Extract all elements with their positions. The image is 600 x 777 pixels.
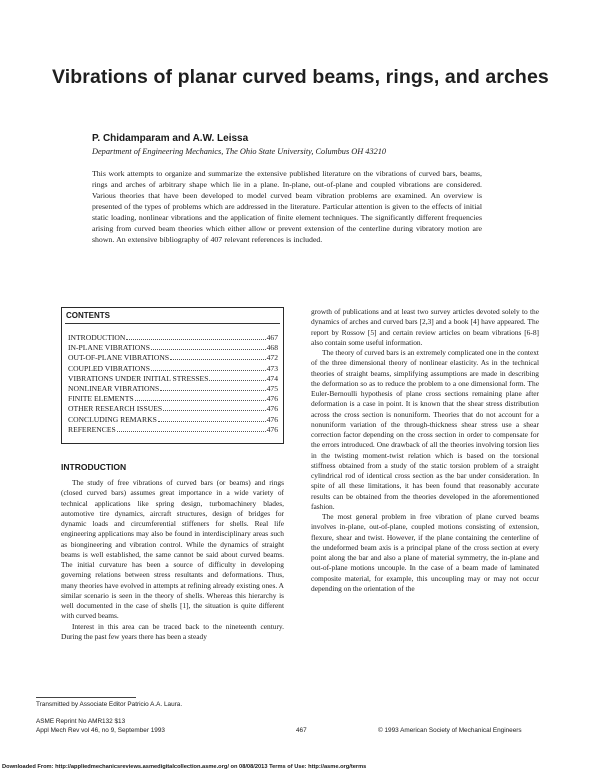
- toc-entry-page: 476: [266, 394, 278, 404]
- toc-entry-page: 473: [266, 363, 278, 373]
- journal-citation: Appl Mech Rev vol 46, no 9, September 1993: [36, 727, 165, 734]
- toc-leader: [126, 333, 265, 340]
- right-column: [311, 307, 539, 594]
- toc-leader: [170, 353, 266, 360]
- contents-divider: [65, 323, 280, 324]
- toc-entry-page: 476: [266, 404, 278, 414]
- toc-entry: [68, 384, 278, 394]
- toc-entry-page: 475: [266, 383, 278, 393]
- toc-entry-label: OUT-OF-PLANE VIBRATIONS: [68, 353, 170, 363]
- body-paragraph: growth of publications and at least two survey articles devoted solely to the dynamics of arches and curved bars [2,3] and a book [4] have appeared. The report by Rossow [5] and certain review articles on beam vibrations [6-8] also contain some useful information.: [311, 307, 539, 347]
- toc-entry-page: 474: [266, 373, 278, 383]
- body-paragraph: The study of free vibrations of curved bars (or beams) and rings (closed curved bars) assumes great importance in a wide variety of technical applications like spring design, turbomachinery blades, automotive tire dynamics, aircraft structures, design of bridges for dynamic loads and circumferential stiffeners for shells. Real life engineering applications may also be found in interdisciplinary areas such as biongineering and vibration control. While the dynamics of straight beams is well established, the same cannot be said about curved beams. The initial curvature has been a source of difficulty in developing governing relations between stress resultants and deformations. Thus, many theories have evolved in attempts at refining already existing ones. A similar scenario is seen in the theory of shells. Whereas this hierarchy is well documented in the case of shells [1], the situation is quite different with curved beams.: [61, 478, 284, 621]
- toc-entry: [68, 343, 278, 353]
- article-authors: P. Chidamparam and A.W. Leissa: [92, 133, 249, 144]
- article-title: Vibrations of planar curved beams, rings, and arches: [52, 66, 549, 88]
- toc-entry: [68, 404, 278, 414]
- toc-entry: [68, 394, 278, 404]
- toc-entry-label: NONLINEAR VIBRATIONS: [68, 383, 160, 393]
- left-column: [61, 478, 284, 642]
- abstract: This work attempts to organize and summarize the extensive published literature on the vibrations of curved bars, beams, rings and arches of arbitrary shape which lie in a plane. In-plane, out-of-plane and coupled vibrations are considered. Various theories that have been developed to model curved beam vibration problems are examined. An overview is presented of the types of problems which are addressed in the literature. Particular attention is given to the effects of initial static loading, nonlinear vibrations and the application of finite element techniques. The significantly different frequencies arising from curved beam theories which either allow or prevent extension of the centerline during vibratory motion are shown. An extensive bibliography of 407 relevant references is included.: [92, 169, 482, 244]
- toc-entry: [68, 374, 278, 384]
- copyright-notice: © 1993 American Society of Mechanical Engineers: [378, 727, 522, 734]
- toc-leader: [151, 343, 266, 350]
- toc-leader: [135, 394, 266, 401]
- introduction-heading: INTRODUCTION: [61, 462, 127, 472]
- toc-leader: [163, 404, 266, 411]
- transmitted-note: Transmitted by Associate Editor Patricio A.A. Laura.: [36, 701, 183, 708]
- footnote-divider: [36, 697, 136, 698]
- author-affiliation: Department of Engineering Mechanics, The Ohio State University, Columbus OH 43210: [92, 147, 387, 156]
- body-paragraph: Interest in this area can be traced back to the nineteenth century. During the past few years there has been a steady: [61, 621, 284, 641]
- toc-entry: [68, 415, 278, 425]
- toc-entry: [68, 425, 278, 435]
- contents-box: [61, 307, 284, 444]
- toc-entry: [68, 353, 278, 363]
- toc-entry-label: FINITE ELEMENTS: [68, 394, 134, 404]
- download-stamp: Downloaded From: http://appliedmechanicsreviews.asmedigitalcollection.asme.org/ on 08/08/2013 Terms of Use: http://asme.org/terms: [2, 764, 367, 770]
- toc-entry-label: OTHER RESEARCH ISSUES: [68, 404, 163, 414]
- toc-list: [68, 333, 278, 435]
- contents-heading: CONTENTS: [66, 311, 110, 320]
- reprint-number: ASME Reprint No AMR132 $13: [36, 718, 126, 725]
- toc-entry-page: 476: [266, 424, 278, 434]
- toc-leader: [117, 425, 266, 432]
- body-paragraph: The theory of curved bars is an extremely complicated one in the context of the three dimensional theory of nonlinear elasticity. As in the technical theories of straight beams, simplifying assumptions are made in describing the deformation so as to reduce the problem to a one dimensional form. The Euler-Bernoulli hypothesis of plane cross sections remaining plane after deformation is a case in point. It is known that the shear stress distribution across the cross section is nonuniform. Theories that do not account for a nonuniform variation of the through-thickness shear stress use a shear correction factor depending on the cross section in order to compensate for the errors introduced. One drawback of all the theories involving torsion lies in the twisting moment-twist relation which is based on the torsional stiffness obtained from a study of the static torsion problem of a straight cylindrical rod of identical cross section as the bar under consideration. In spite of all these limitations, it has been found that reasonably accurate results can be obtained from the theories developed in the aforementioned fashion.: [311, 348, 539, 511]
- toc-entry-label: INTRODUCTION: [68, 333, 126, 342]
- toc-entry-page: 467: [266, 333, 278, 342]
- toc-entry-label: COUPLED VIBRATIONS: [68, 363, 150, 373]
- page-number: 467: [296, 727, 307, 734]
- toc-entry-label: CONCLUDING REMARKS: [68, 414, 157, 424]
- toc-leader: [151, 364, 266, 371]
- body-paragraph: The most general problem in free vibration of plane curved beams involves in-plane, out-of-plane, coupled motions consisting of extension, flexure, shear and twist. However, if the plane containing the centerline of the undeformed beam axis is a principal plane of the cross section at every point along the bar and also a plane of material symmetry, the in-plane and out-of-plane motions uncouple. In the case of a beam made of laminated composite material, for example, this uncoupling may or may not occur depending on the orientation of the: [311, 512, 539, 593]
- toc-leader: [209, 374, 265, 381]
- toc-entry-label: IN-PLANE VIBRATIONS: [68, 343, 150, 353]
- toc-leader: [158, 415, 266, 422]
- toc-entry-page: 472: [266, 353, 278, 363]
- toc-entry: [68, 333, 278, 343]
- toc-leader: [160, 384, 265, 391]
- toc-entry-page: 468: [266, 343, 278, 353]
- toc-entry-label: REFERENCES: [68, 424, 116, 434]
- toc-entry: [68, 364, 278, 374]
- toc-entry-page: 476: [266, 414, 278, 424]
- toc-entry-label: VIBRATIONS UNDER INITIAL STRESSES: [68, 373, 209, 383]
